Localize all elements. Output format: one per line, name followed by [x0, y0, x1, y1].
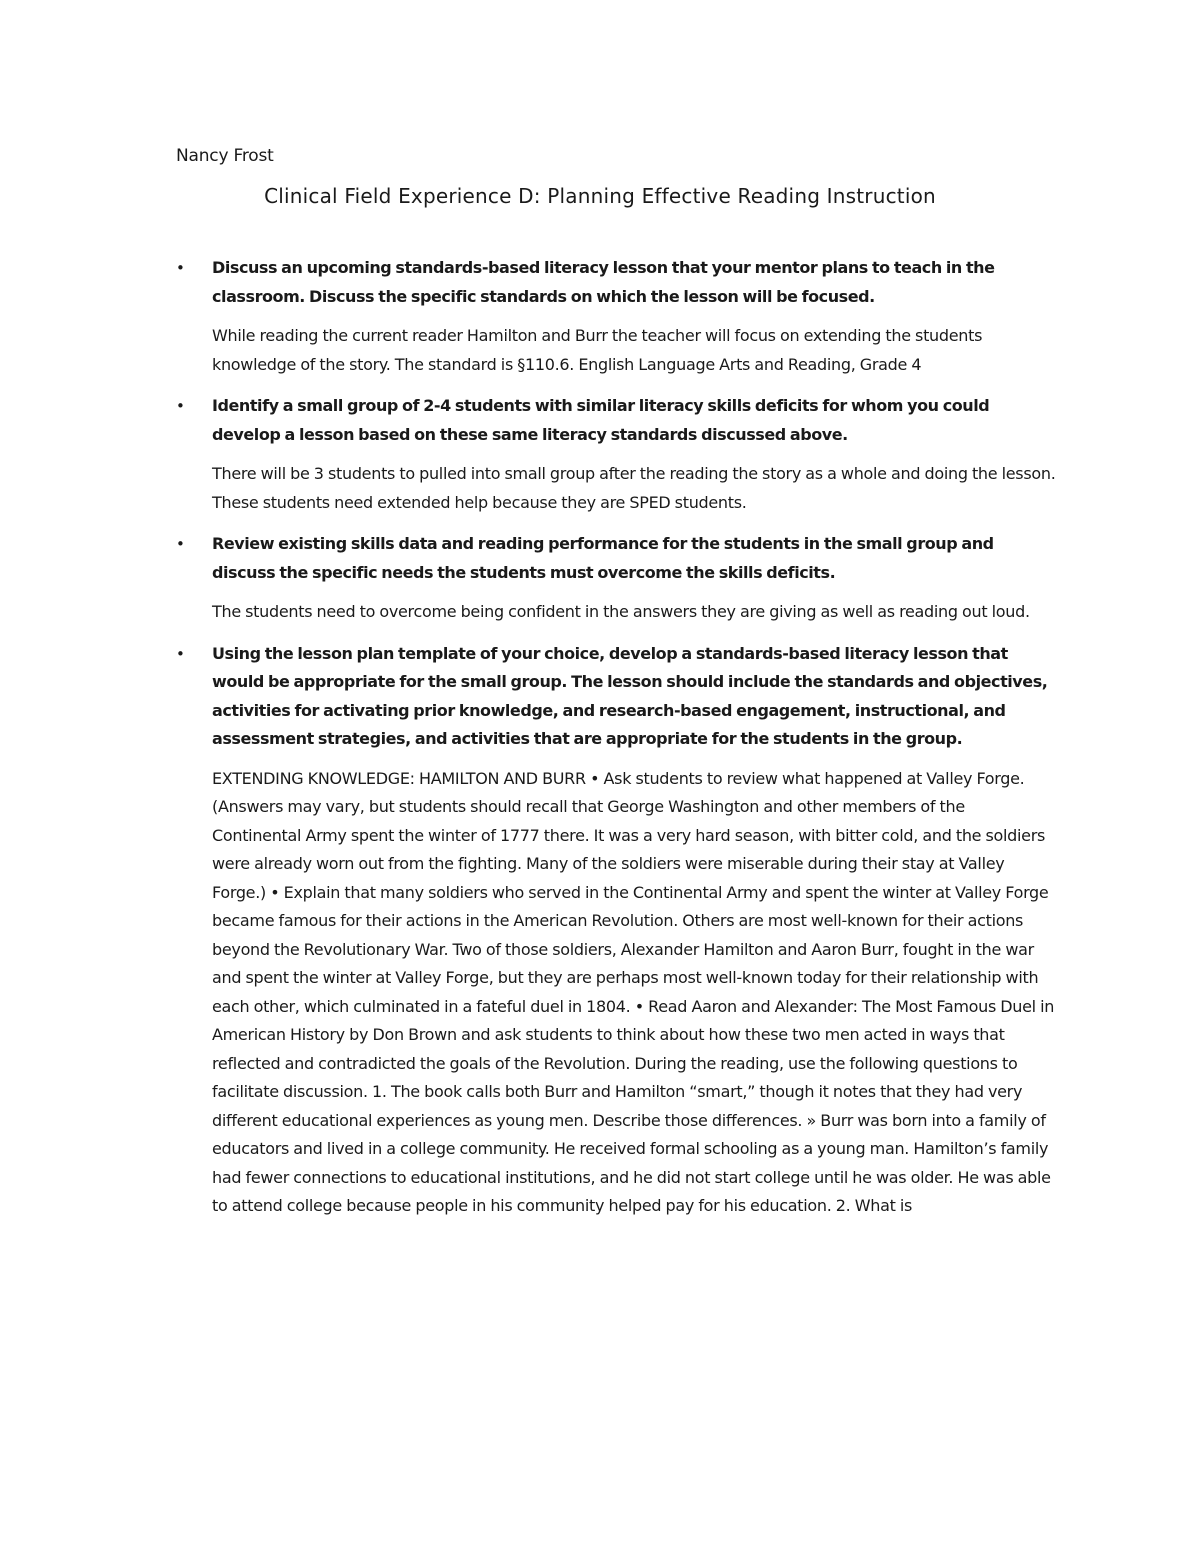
prompt-answer: The students need to overcome being confident in the answers they are giving as well as reading out loud.	[212, 602, 1030, 621]
prompt-question: Using the lesson plan template of your choice, develop a standards-based literacy lesson that would be appropriate for the small group. The lesson should include the standards and objectives, activities for activating prior knowledge, and research-based engagement, instructional, and assessment strategies, and activities that are appropriate for the students in the group.	[212, 643, 1048, 748]
prompt-answer: There will be 3 students to pulled into small group after the reading the story as a whole and doing the lesson. These students need extended help because they are SPED students.	[212, 464, 1056, 512]
prompt-row	[176, 530, 1056, 587]
prompt-section	[176, 254, 1056, 379]
bullet-icon: •	[176, 397, 185, 415]
prompt-section	[176, 640, 1056, 1221]
prompt-question: Identify a small group of 2-4 students with similar literacy skills deficits for whom you could develop a lesson based on these same literacy standards discussed above.	[212, 396, 990, 444]
prompt-row	[176, 392, 1056, 449]
prompt-section	[176, 392, 1056, 517]
author-name: Nancy Frost	[176, 146, 274, 166]
prompt-row	[176, 640, 1056, 754]
prompt-list	[176, 254, 1056, 1234]
bullet-icon: •	[176, 644, 185, 663]
bullet-icon: •	[176, 535, 185, 553]
prompt-section	[176, 530, 1056, 627]
prompt-question: Discuss an upcoming standards-based literacy lesson that your mentor plans to teach in the classroom. Discuss the specific standards on which the lesson will be focused.	[212, 258, 995, 306]
prompt-answer: While reading the current reader Hamilton and Burr the teacher will focus on extending the students knowledge of the story. The standard is §110.6. English Language Arts and Reading, Grade 4	[212, 326, 983, 374]
bullet-icon: •	[176, 259, 185, 277]
document-title: Clinical Field Experience D: Planning Effective Reading Instruction	[264, 184, 936, 208]
prompt-answer: EXTENDING KNOWLEDGE: HAMILTON AND BURR • Ask students to review what happened at Valley Forge. (Answers may vary, but students should recall that George Washington and other members of the Continental Army spent the winter of 1777 there. It was a very hard season, with bitter cold, and the soldiers were already worn out from the fighting. Many of the soldiers were miserable during their stay at Valley Forge.) • Explain that many soldiers who served in the Continental Army and spent the winter at Valley Forge became famous for their actions in the American Revolution. Others are most well-known for their actions beyond the Revolutionary War. Two of those soldiers, Alexander Hamilton and Aaron Burr, fought in the war and spent the winter at Valley Forge, but they are perhaps most well-known today for their relationship with each other, which culminated in a fateful duel in 1804. • Read Aaron and Alexander: The Most Famous Duel in American History by Don Brown and ask students to think about how these two men acted in ways that reflected and contradicted the goals of the Revolution. During the reading, use the following questions to facilitate discussion. 1. The book calls both Burr and Hamilton “smart,” though it notes that they had very different educational experiences as young men. Describe those differences. » Burr was born into a family of educators and lived in a college community. He received formal schooling as a young man. Hamilton’s family had fewer connections to educational institutions, and he did not start college until he was older. He was able to attend college because people in his community helped pay for his education. 2. What is	[212, 768, 1055, 1215]
prompt-question: Review existing skills data and reading performance for the students in the small group and discuss the specific needs the students must overcome the skills deficits.	[212, 534, 994, 582]
prompt-row	[176, 254, 1056, 311]
